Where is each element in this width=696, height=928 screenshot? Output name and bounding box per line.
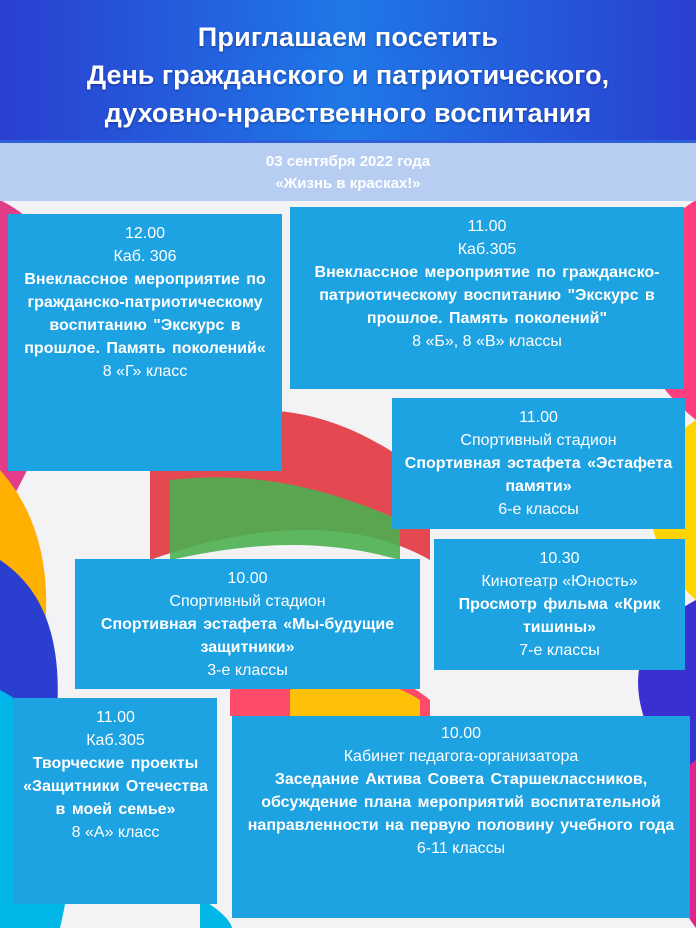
event-card (14, 698, 217, 904)
header-line-3: духовно-нравственного воспитания (104, 98, 592, 128)
event-title: Заседание Актива Совета Старшеклассников, обсуждение плана мероприятий воспитательной направленности на первую половину учебного года (247, 771, 675, 834)
event-title: Творческие проекты «Защитники Отечества в моей семье» (23, 755, 208, 818)
event-card (392, 398, 685, 529)
event-time: 10.00 (440, 725, 482, 742)
event-time: 12.00 (124, 225, 166, 242)
event-time: 10.00 (227, 570, 268, 587)
event-classes: 7-е классы (519, 642, 600, 659)
event-place: Каб. 306 (113, 248, 177, 265)
event-title: Просмотр фильма «Крик тишины» (458, 596, 661, 636)
event-card (232, 716, 690, 918)
header-line-2: День гражданского и патриотического, (86, 60, 610, 90)
event-classes: 6-11 классы (416, 840, 506, 857)
event-place: Кабинет педагога-организатора (343, 748, 579, 765)
event-classes: 8 «Б», 8 «В» классы (412, 333, 562, 350)
event-classes: 3-е классы (207, 662, 288, 679)
event-classes: 8 «А» класс (71, 824, 160, 841)
event-card (75, 559, 420, 689)
event-place: Спортивный стадион (460, 432, 617, 449)
event-place: Каб.305 (86, 732, 145, 749)
event-card (434, 539, 685, 670)
event-classes: 6-е классы (498, 501, 579, 518)
event-time: 11.00 (467, 218, 507, 235)
event-classes: 8 «Г» класс (102, 363, 188, 380)
date-band (0, 143, 696, 201)
event-card (8, 214, 282, 471)
event-card (290, 207, 684, 389)
event-time: 10.30 (539, 550, 580, 567)
event-title: Внеклассное мероприятие по гражданско-патриотическому воспитанию "Экскурс в прошлое. Память поколений" (314, 264, 660, 327)
event-title: Спортивная эстафета «Мы-будущие защитники» (100, 616, 395, 656)
event-title: Внеклассное мероприятие по гражданско-патриотическому воспитанию "Экскурс в прошлое. Память поколений« (24, 271, 266, 357)
event-title: Спортивная эстафета «Эстафета памяти» (404, 455, 673, 495)
event-time: 11.00 (96, 709, 135, 726)
event-time: 11.00 (519, 409, 558, 426)
event-motto: «Жизнь в красках!» (275, 175, 421, 192)
poster-header (0, 0, 696, 136)
event-date: 03 сентября 2022 года (265, 153, 431, 170)
event-place: Кинотеатр «Юность» (481, 573, 638, 590)
event-place: Каб.305 (457, 241, 517, 258)
header-line-1: Приглашаем посетить (197, 22, 499, 52)
event-place: Спортивный стадион (169, 593, 326, 610)
